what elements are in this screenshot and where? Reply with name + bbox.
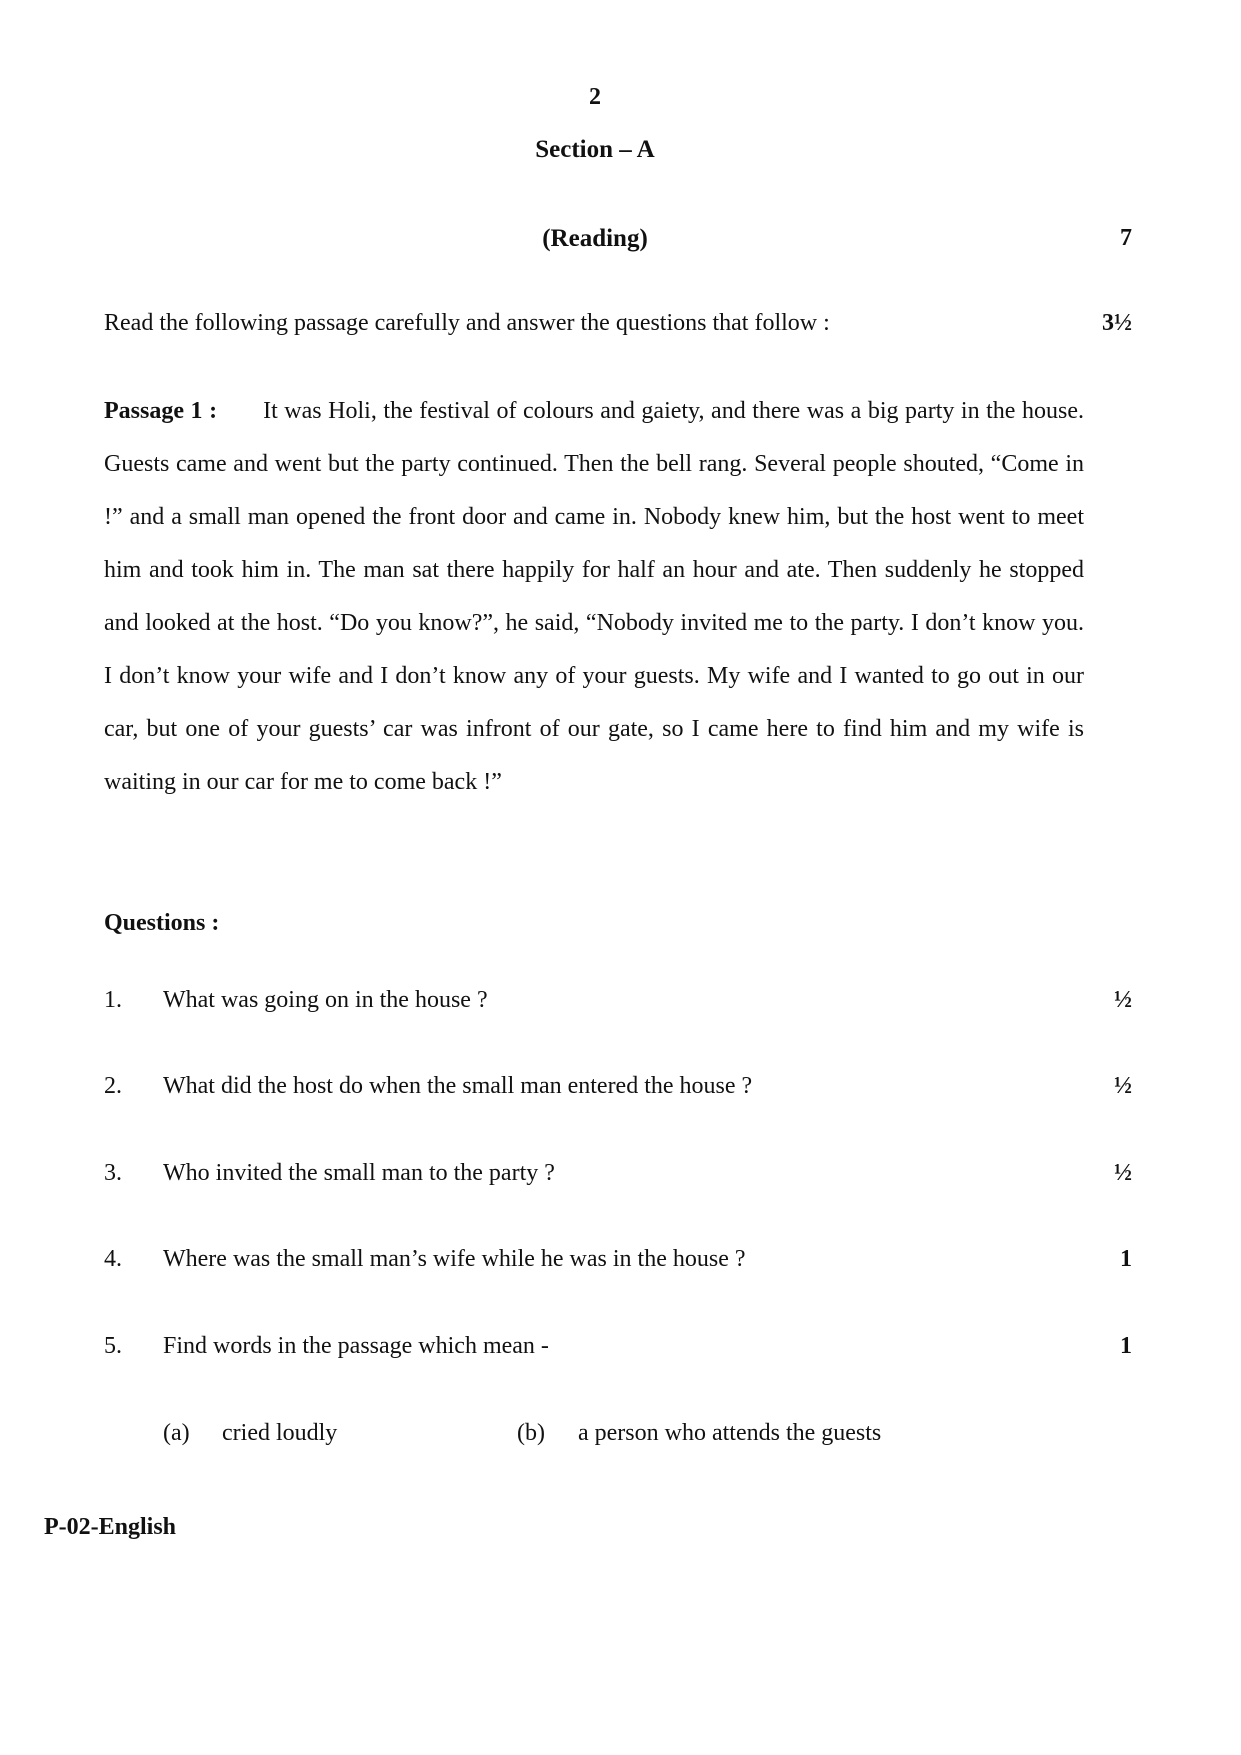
question-text: What was going on in the house ?	[163, 987, 488, 1013]
option-text-a: cried loudly	[222, 1420, 338, 1446]
question-text: What did the host do when the small man entered the house ?	[163, 1073, 753, 1099]
option-text-b: a person who attends the guests	[578, 1420, 882, 1446]
questions-heading: Questions :	[104, 910, 220, 936]
option-label-a: (a)	[163, 1420, 190, 1446]
passage	[104, 385, 1084, 809]
subsection-title: (Reading)	[542, 225, 648, 252]
question-marks: ½	[1114, 987, 1132, 1013]
passage-text: It was Holi, the festival of colours and gaiety, and there was a big party in the house. Guests came and went but the party continued. Then the bell rang. Several people shouted, “Come in !” and a small man opened the front door and came in. Nobody knew him, but the host went to meet him and took him in. The man sat there happily for half an hour and ate. Then suddenly he stopped and looked at the host. “Do you know?”, he said, “Nobody invited me to the party. I don’t know you. I don’t know your wife and I don’t know any of your guests. My wife and I wanted to go out in our car, but one of your guests’ car was infront of our gate, so I came here to find him and my wife is waiting in our car for me to come back !”	[104, 398, 1085, 795]
section-title: Section – A	[535, 136, 655, 163]
question-marks: 1	[1120, 1333, 1132, 1359]
question-marks: ½	[1114, 1073, 1132, 1099]
instruction-text: Read the following passage carefully and answer the questions that follow :	[104, 310, 830, 336]
question-number: 3.	[104, 1160, 122, 1186]
question-number: 1.	[104, 987, 122, 1013]
subsection-marks: 7	[1120, 225, 1132, 251]
question-text: Find words in the passage which mean -	[163, 1333, 549, 1359]
question-text: Who invited the small man to the party ?	[163, 1160, 555, 1186]
question-text: Where was the small man’s wife while he was in the house ?	[163, 1246, 746, 1272]
page-number: 2	[589, 84, 601, 110]
option-label-b: (b)	[517, 1420, 545, 1446]
question-number: 2.	[104, 1073, 122, 1099]
question-number: 4.	[104, 1246, 122, 1272]
question-marks: 1	[1120, 1246, 1132, 1272]
question-number: 5.	[104, 1333, 122, 1359]
footer-paper-code: P-02-English	[44, 1514, 177, 1540]
question-marks: ½	[1114, 1160, 1132, 1186]
instruction-marks: 3½	[1102, 310, 1132, 336]
passage-label: Passage 1 :	[104, 398, 218, 424]
